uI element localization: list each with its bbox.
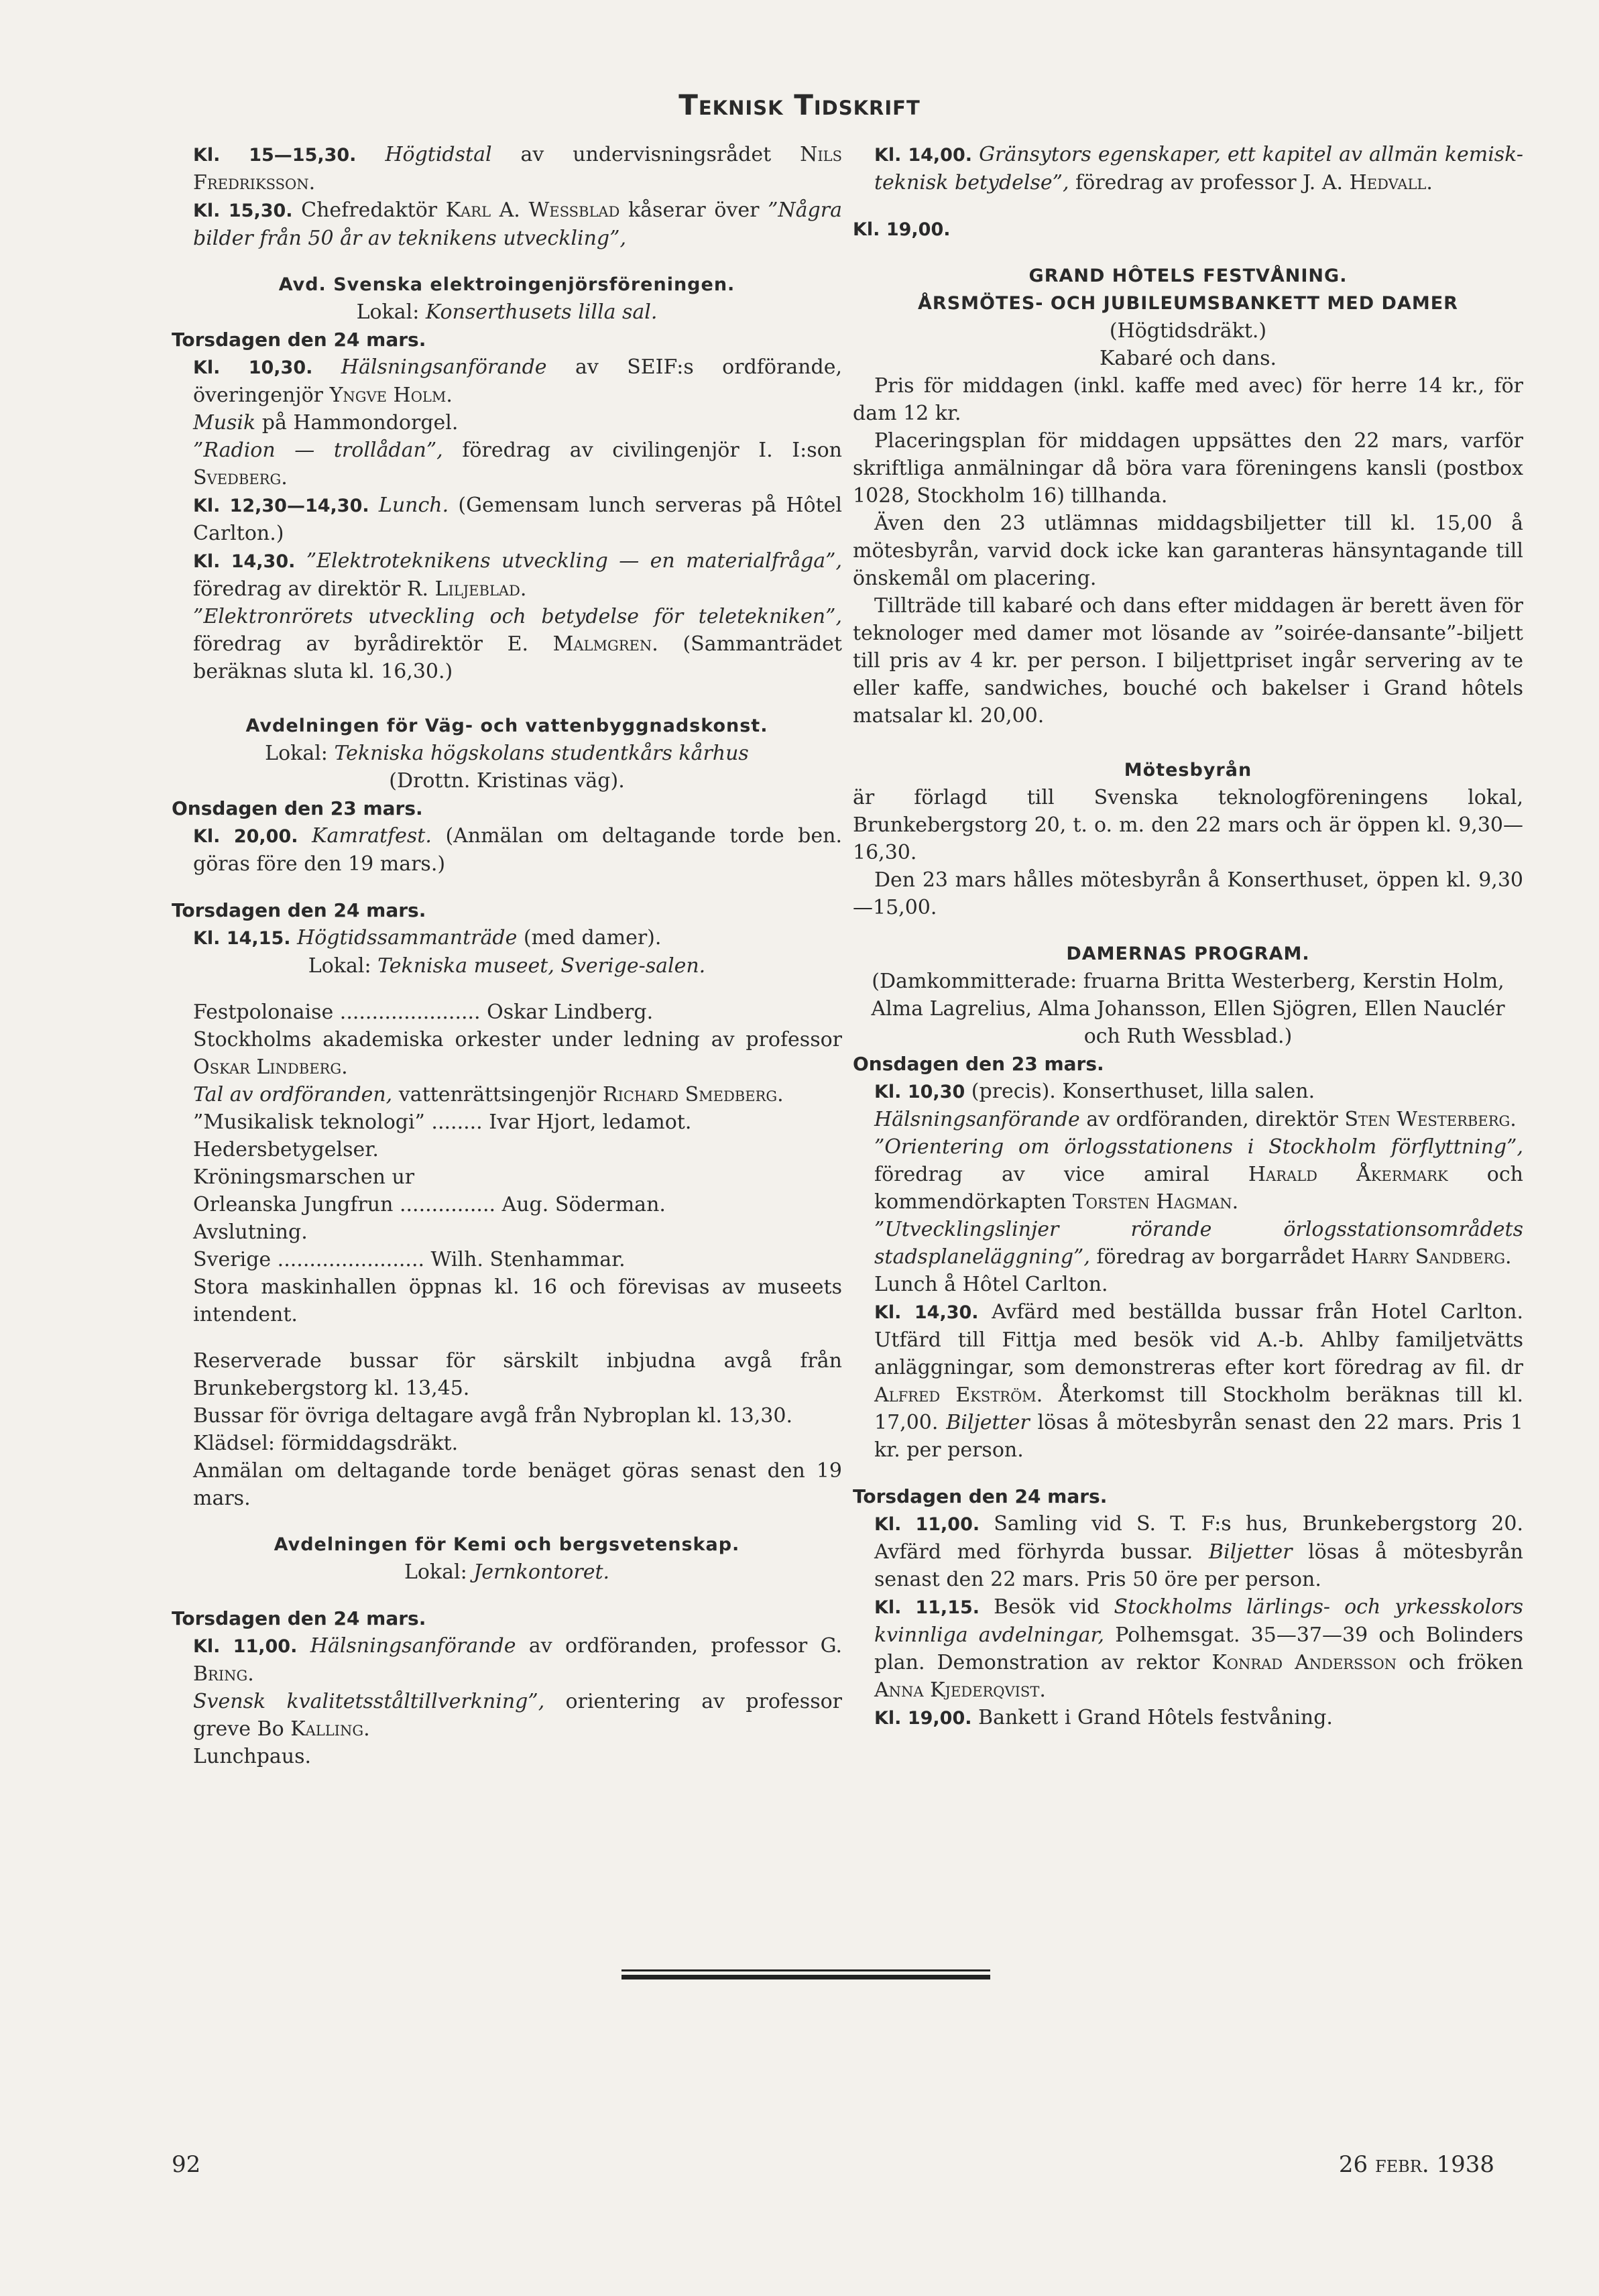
venue-address: (Drottn. Kristinas väg). (389, 769, 625, 793)
program-line: Kröningsmarschen ur (193, 1165, 415, 1189)
program-line: Festpolonaise ...................... Oskar Lindberg. (193, 1000, 654, 1024)
program-item: ”Radion — trollådan”, föredrag av civilingenjör I. I:son Svedberg. (193, 439, 842, 490)
program-line: Avslutning. (193, 1220, 308, 1244)
venue: Lokal: Jernkontoret. (404, 1560, 610, 1584)
entertainment: Kabaré och dans. (1099, 347, 1277, 370)
left-column (172, 141, 842, 1770)
program-item: Hälsningsanförande av ordföranden, direktör Sten Westerberg. (874, 1108, 1517, 1131)
program-line: Stockholms akademiska orkester under ledning av professor Oskar Lindberg. (193, 1028, 842, 1079)
committee-note: (Damkommitterade: fruarna Britta Westerberg, Kerstin Holm, Alma Lagrelius, Alma Johansson, Ellen Sjögren, Ellen Nauclér och Ruth Wessblad.) (871, 970, 1505, 1048)
day-heading: Torsdagen den 24 mars. (853, 1485, 1108, 1507)
divider-rule-thin (621, 1969, 990, 1971)
program-line: Hedersbetygelser. (193, 1138, 379, 1161)
paragraph: Tillträde till kabaré och dans efter middagen är berett även för teknologer med damer mot lösande av ”soirée-dansante”-biljett till pris av 4 kr. per person. I biljettpriset ingår servering av te eller kaffe, sandwiches, bouché och bakelser i Grand hôtels matsalar kl. 20,00. (853, 594, 1523, 728)
program-line: Bussar för övriga deltagare avgå från Nybroplan kl. 13,30. (193, 1404, 793, 1428)
day-heading: Torsdagen den 24 mars. (172, 1607, 426, 1629)
program-item: Kl. 14,30. ”Elektroteknikens utveckling — en materialfråga”, föredrag av direktör R. Liljeblad. (193, 549, 843, 601)
day-heading: Onsdagen den 23 mars. (853, 1053, 1104, 1075)
program-item: Kl. 11,00. Samling vid S. T. F:s hus, Brunkebergstorg 20. Avfärd med förhyrda bussar. Biljetter lösas å mötesbyrån senast den 22 mars. Pris 50 öre per person. (874, 1512, 1523, 1591)
program-item: Kl. 10,30. Hälsningsanförande av SEIF:s ordförande, överingenjör Yngve Holm. (193, 355, 842, 407)
paragraph: Den 23 mars hålles mötesbyrån å Konserthuset, öppen kl. 9,30—15,00. (853, 868, 1523, 919)
issue-date: 26 febr. 1938 (1338, 2151, 1494, 2178)
program-item: Kl. 12,30—14,30. Lunch. (Gemensam lunch serveras på Hôtel Carlton.) (193, 494, 842, 545)
program-line: Anmälan om deltagande torde benäget göras senast den 19 mars. (193, 1459, 842, 1510)
section-heading: GRAND HÔTELS FESTVÅNING. (1028, 266, 1348, 286)
day-heading: Torsdagen den 24 mars. (172, 329, 426, 351)
program-item: ”Elektronrörets utveckling och betydelse för teletekniken”, föredrag av byrådirektör E. Malmgren. (Sammanträdet beräknas sluta kl. 16,30.) (193, 605, 842, 683)
program-item: Musik på Hammondorgel. (193, 411, 459, 435)
section-heading: Avdelningen för Kemi och bergsvetenskap. (274, 1534, 740, 1555)
page-number: 92 (172, 2151, 201, 2178)
program-line: Reserverade bussar för särskilt inbjudna avgå från Brunkebergstorg kl. 13,45. (193, 1349, 842, 1400)
program-line: Orleanska Jungfrun ............... Aug. Söderman. (193, 1193, 666, 1216)
program-line: Tal av ordföranden, vattenrättsingenjör Richard Smedberg. (193, 1083, 784, 1106)
program-item: Kl. 14,30. Avfärd med beställda bussar från Hotel Carlton. Utfärd till Fittja med besök vid A.-b. Ahlby familjetvätts anläggningar, som demonstreras efter kort föredrag av fil. dr Alfred Ekström. Återkomst till Stockholm beräknas till kl. 17,00. Biljetter lösas å mötesbyrån senast den 22 mars. Pris 1 kr. per person. (874, 1300, 1523, 1462)
section-heading: Avdelningen för Väg- och vattenbyggnadskonst. (245, 715, 768, 736)
section-heading: DAMERNAS PROGRAM. (1066, 943, 1310, 964)
section-heading: Mötesbyrån (1124, 760, 1252, 781)
program-item: Svensk kvalitetsståltillverkning”, orientering av professor greve Bo Kalling. (193, 1690, 842, 1741)
program-item: ”Utvecklingslinjer rörande örlogsstationsområdets stadsplaneläggning”, föredrag av borgarrådet Harry Sandberg. (874, 1218, 1523, 1269)
venue: Lokal: Tekniska museet, Sverige-salen. (308, 954, 706, 978)
program-line: Sverige ....................... Wilh. Stenhammar. (193, 1248, 626, 1271)
paragraph: Pris för middagen (inkl. kaffe med avec) för herre 14 kr., för dam 12 kr. (853, 374, 1523, 425)
program-item: ”Orientering om örlogsstationens i Stockholm förflyttning”, föredrag av vice amiral Harald Åkermark och kommendörkapten Torsten Hagman. (874, 1135, 1523, 1214)
program-item: Lunch å Hôtel Carlton. (874, 1273, 1108, 1296)
paragraph: Placeringsplan för middagen uppsättes den 22 mars, varför skriftliga anmälningar då böra vara föreningens kansli (postbox 1028, Stockholm 16) tillhanda. (853, 429, 1523, 508)
program-line: Stora maskinhallen öppnas kl. 16 och förevisas av museets intendent. (193, 1275, 842, 1326)
program-item: Kl. 15,30. Chefredaktör Karl A. Wessblad kåserar över ”Några bilder från 50 år av teknikens utveckling”, (193, 198, 842, 250)
program-line: Klädsel: förmiddagsdräkt. (193, 1432, 459, 1455)
section-heading: ÅRSMÖTES- OCH JUBILEUMSBANKETT MED DAMER (918, 293, 1458, 314)
program-item: Kl. 14,00. Gränsytors egenskaper, ett kapitel av allmän kemisk-teknisk betydelse”, föredrag av professor J. A. Hedvall. (874, 143, 1523, 194)
program-item: Lunchpaus. (193, 1745, 312, 1768)
program-item: Kl. 11,15. Besök vid Stockholms lärlings- och yrkesskolors kvinnliga avdelningar, Polhemsgat. 35—37—39 och Bolinders plan. Demonstration av rektor Konrad Andersson och fröken Anna Kjederqvist. (874, 1595, 1524, 1702)
program-item: Kl. 19,00. (853, 219, 951, 240)
dress-code: (Högtidsdräkt.) (1109, 319, 1267, 343)
program-line: ”Musikalisk teknologi” ........ Ivar Hjort, ledamot. (193, 1110, 692, 1134)
program-item: Kl. 19,00. Bankett i Grand Hôtels festvåning. (874, 1706, 1333, 1729)
program-item: Kl. 20,00. Kamratfest. (Anmälan om deltagande torde ben. göras före den 19 mars.) (193, 824, 842, 876)
day-heading: Torsdagen den 24 mars. (172, 899, 426, 921)
program-item: Kl. 10,30 (precis). Konserthuset, lilla salen. (874, 1080, 1315, 1103)
program-item: Kl. 11,00. Hälsningsanförande av ordföranden, professor G. Bring. (193, 1634, 843, 1686)
paragraph: Även den 23 utlämnas middagsbiljetter till kl. 15,00 å mötesbyrån, varvid dock icke kan garanteras hänsyntagande till önskemål om placering. (853, 512, 1523, 590)
divider-rule-thick (621, 1975, 990, 1979)
masthead-title: Teknisk Tidskrift (678, 89, 921, 121)
venue: Lokal: Konserthusets lilla sal. (356, 300, 658, 324)
section-heading: Avd. Svenska elektroingenjörsföreningen. (278, 274, 735, 295)
program-item: Kl. 15—15,30. Högtidstal av undervisningsrådet Nils Fredriksson. (193, 143, 842, 194)
venue: Lokal: Tekniska högskolans studentkårs kårhus (265, 742, 749, 765)
program-item: Kl. 14,15. Högtidssammanträde (med damer). (193, 926, 662, 950)
right-column (853, 141, 1523, 1732)
day-heading: Onsdagen den 23 mars. (172, 797, 423, 819)
paragraph: är förlagd till Svenska teknologföreningens lokal, Brunkebergstorg 20, t. o. m. den 22 mars och är öppen kl. 9,30—16,30. (853, 786, 1523, 864)
